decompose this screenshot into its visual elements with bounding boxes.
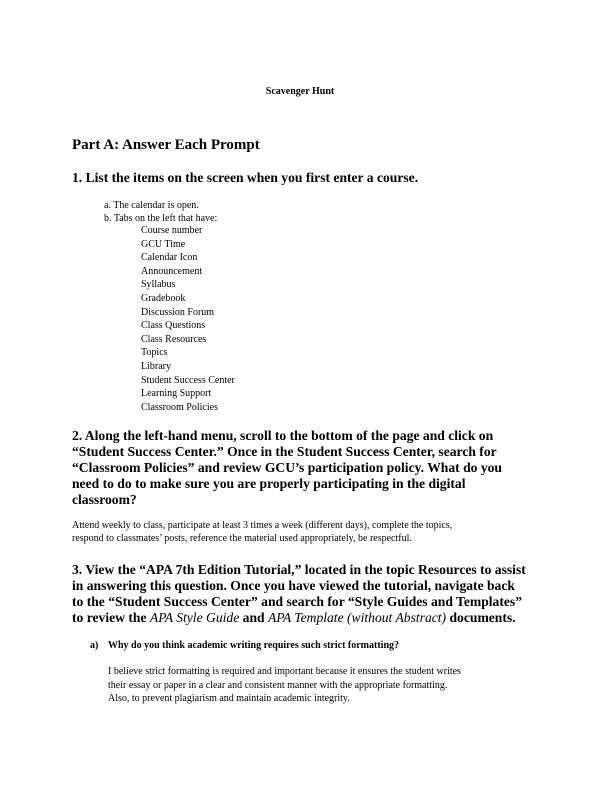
question-2-line: “Student Success Center.” Once in the Student Success Center, search for bbox=[72, 444, 497, 459]
question-1-answer-list bbox=[104, 199, 217, 225]
tabs-list bbox=[141, 224, 235, 414]
tab-item: Classroom Policies bbox=[141, 401, 218, 413]
answer-line: their essay or paper in a clear and consistent manner with the appropriate formatting. bbox=[108, 679, 448, 691]
question-2-line: “Classroom Policies” and review GCU’s participation policy. What do you bbox=[72, 460, 502, 475]
question-3-text: and bbox=[239, 610, 268, 625]
question-3-line: in answering this question. Once you have viewed the tutorial, navigate back bbox=[72, 578, 515, 593]
tab-item: Student Success Center bbox=[141, 374, 235, 386]
question-1: 1. List the items on the screen when you first enter a course. bbox=[72, 170, 419, 185]
question-2 bbox=[72, 428, 542, 508]
tab-item: Syllabus bbox=[141, 279, 176, 291]
tab-item: Class Questions bbox=[141, 320, 206, 332]
subquestion-text: Why do you think academic writing requires such strict formatting? bbox=[108, 640, 400, 651]
tab-item: Topics bbox=[141, 347, 168, 359]
question-3 bbox=[72, 562, 550, 626]
tab-item: Announcement bbox=[141, 265, 203, 277]
question-2-answer bbox=[72, 519, 542, 545]
question-3-line: 3. View the “APA 7th Edition Tutorial,” located in the topic Resources to assist bbox=[72, 562, 526, 577]
question-2-line: classroom? bbox=[72, 492, 137, 507]
answer-line: respond to classmates’ posts, reference the material used appropriately, be respectful. bbox=[72, 533, 412, 544]
question-3-line: to the “Student Success Center” and search for “Style Guides and Templates” bbox=[72, 594, 522, 609]
question-3-subquestion-a bbox=[90, 640, 399, 651]
tab-item: Library bbox=[141, 360, 171, 372]
tab-item: Course number bbox=[141, 225, 203, 236]
document-title: Scavenger Hunt bbox=[265, 86, 335, 97]
apa-template-ref: APA Template (without Abstract) bbox=[267, 610, 447, 625]
part-a-heading: Part A: Answer Each Prompt bbox=[72, 137, 260, 153]
tab-item: Gradebook bbox=[141, 292, 186, 304]
subquestion-label: a) bbox=[90, 640, 99, 651]
question-3-text: to review the bbox=[72, 610, 150, 625]
apa-style-guide-ref: APA Style Guide bbox=[149, 610, 240, 625]
answer-line: Attend weekly to class, participate at least 3 times a week (different days), complete the topics, bbox=[72, 520, 453, 531]
answer-line: Also, to prevent plagiarism and maintain academic integrity. bbox=[108, 693, 350, 705]
answer-item-a: a. The calendar is open. bbox=[104, 200, 199, 211]
tab-item: Calendar Icon bbox=[141, 252, 198, 264]
tab-item: GCU Time bbox=[141, 238, 186, 250]
tab-item: Discussion Forum bbox=[141, 306, 215, 318]
question-3-line bbox=[72, 610, 550, 626]
answer-item-b: b. Tabs on the left that have: bbox=[104, 213, 218, 224]
question-2-line: 2. Along the left-hand menu, scroll to the bottom of the page and click on bbox=[72, 428, 494, 443]
tab-item: Learning Support bbox=[141, 388, 212, 400]
question-3-answer bbox=[108, 665, 548, 706]
question-3-text: documents. bbox=[446, 610, 516, 625]
tab-item: Class Resources bbox=[141, 333, 207, 345]
answer-line: I believe strict formatting is required and important because it ensures the student writes bbox=[108, 666, 461, 677]
question-2-line: need to do to make sure you are properly participating in the digital bbox=[72, 476, 466, 491]
